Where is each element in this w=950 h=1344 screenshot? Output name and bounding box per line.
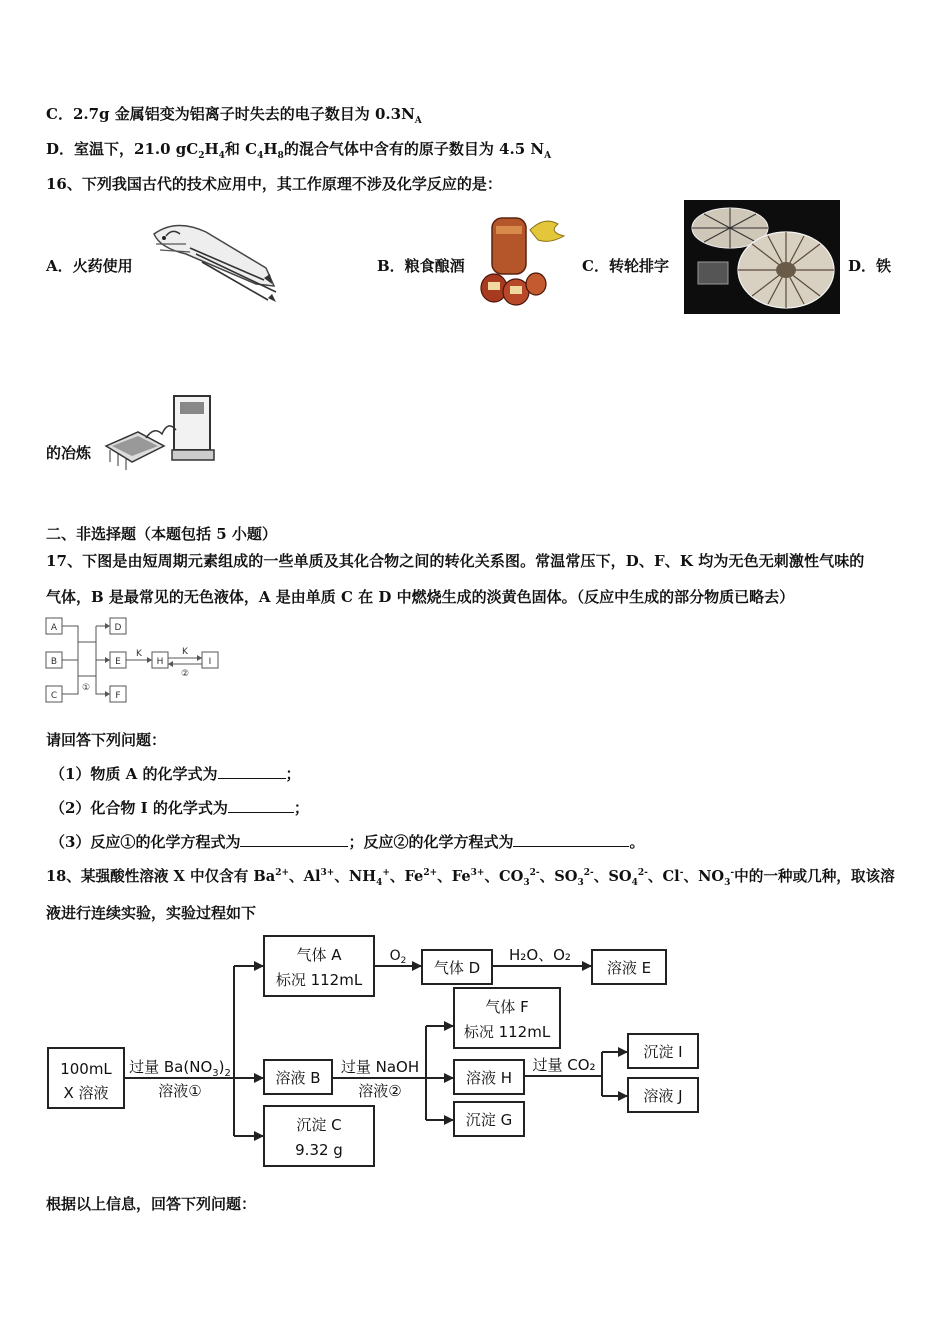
answer-blank-1[interactable] (218, 765, 286, 779)
label-d: D (114, 623, 122, 633)
h2o-o2-label: H₂O、O₂ (509, 946, 571, 964)
reagent-1-line-1: 过量 $Ba(NO_3)_2$ (129, 1058, 231, 1079)
label-h: H (156, 657, 164, 667)
text: H (263, 140, 278, 158)
punctuation: ； (285, 765, 301, 783)
question-text: ；反应②的化学方程式为 (348, 833, 514, 851)
text: 室温下，21.0 gC (74, 140, 199, 158)
q18-final-prompt: 根据以上信息，回答下列问题： (46, 1195, 257, 1213)
ion: $NH_4^+$ (348, 868, 390, 888)
answer-blank-2[interactable] (228, 799, 294, 813)
precipitate-g-label: 沉淀 G (465, 1111, 513, 1129)
q16-option-d-end: 的冶炼 (46, 444, 92, 462)
question-text: 18、某强酸性溶液 X 中仅含有 (46, 868, 254, 885)
ion: $NO_3^-$ (698, 868, 735, 888)
question-text: （3）反应①的化学方程式为 (50, 833, 241, 851)
q16-stem: 16、下列我国古代的技术应用中，其工作原理不涉及化学反应的是： (46, 175, 502, 193)
ion: $SO_3^{2-}$ (554, 868, 594, 888)
option-letter: D． (46, 140, 75, 158)
q18-stem-line-2: 液进行连续实验，实验过程如下 (46, 904, 257, 922)
q16-option-b: B．粮食酿酒 (377, 257, 465, 275)
iron-smelting-image (98, 390, 222, 472)
label-a: A (50, 623, 58, 633)
gas-a-line-1: 气体 A (296, 946, 342, 964)
precipitate-i-label: 沉淀 I (643, 1043, 683, 1061)
q16-option-d-start: D．铁 (848, 257, 892, 275)
subscript: 4 (218, 151, 225, 161)
reagent-1-line-2: 溶液① (158, 1082, 202, 1100)
ion: $Fe^{3+}$ (451, 868, 485, 885)
q17-sub-1 (50, 763, 301, 784)
q17-sub-2 (50, 797, 309, 818)
q17-stem-line-2: 气体，B 是最常见的无色液体，A 是由单质 C 在 D 中燃烧生成的淡黄色固体。（反应中生成的部分物质已略去） (46, 588, 795, 606)
solution-j-label: 溶液 J (643, 1087, 683, 1105)
label-i: I (208, 657, 212, 667)
q15-option-c (46, 103, 422, 126)
solution-b-label: 溶液 B (275, 1069, 321, 1087)
label-k2: K (182, 647, 188, 657)
q18-stem-line-1 (46, 865, 895, 888)
ion: $CO_3^{2-}$ (499, 868, 540, 888)
label-f: F (115, 691, 121, 701)
gunpowder-rocket-image (146, 214, 286, 306)
reagent-2-line-1: 过量 NaOH (340, 1058, 420, 1076)
label-reaction-2: ② (180, 669, 190, 679)
option-text: 2.7g 金属铝变为铝离子时失去的电子数目为 0.3N (72, 105, 415, 123)
label-k1: K (136, 649, 142, 659)
ion: $Fe^{2+}$ (404, 868, 438, 885)
subscript: A (544, 151, 552, 161)
subscript: A (414, 116, 422, 126)
q16-option-c: C．转轮排字 (582, 257, 669, 275)
ion: $Ba^{2+}$ (253, 868, 290, 885)
o2-label: $O_2$ (389, 948, 407, 966)
text: 和 C (224, 140, 258, 158)
section-2-heading: 二、非选择题（本题包括 5 小题） (46, 525, 277, 543)
text: H (204, 140, 219, 158)
rotary-type-wheel-image (684, 200, 840, 314)
punctuation: 。 (629, 833, 645, 851)
solution-e-label: 溶液 E (606, 959, 652, 977)
label-reaction-1: ① (81, 683, 91, 693)
gas-f-line-1: 气体 F (485, 998, 529, 1016)
reagent-3-label: 过量 CO₂ (532, 1056, 596, 1074)
q17-transformation-diagram (44, 614, 224, 706)
gas-a-line-2: 标况 112mL (275, 971, 363, 989)
answer-blank-3b[interactable] (513, 833, 629, 847)
q16-option-a: A．火药使用 (46, 257, 133, 275)
q17-sub-3 (50, 831, 644, 852)
precipitate-c-line-1: 沉淀 C (296, 1116, 342, 1134)
x-box-line-1: 100mL (60, 1060, 112, 1078)
question-text: （1）物质 A 的化学式为 (50, 765, 218, 783)
q18-flow-diagram (46, 930, 706, 1175)
subscript: 2 (198, 151, 205, 161)
q17-prompt: 请回答下列问题： (46, 731, 167, 749)
ion: $Al^{3+}$ (303, 868, 335, 885)
reagent-2-line-2: 溶液② (358, 1082, 402, 1100)
answer-blank-3a[interactable] (240, 833, 348, 847)
question-text: （2）化合物 I 的化学式为 (50, 799, 228, 817)
label-c: C (50, 691, 58, 701)
ion: $SO_4^{2-}$ (608, 868, 648, 888)
label-b: B (50, 657, 58, 667)
label-e: E (115, 657, 121, 667)
option-letter: C． (46, 105, 73, 123)
subscript: 4 (257, 151, 264, 161)
wine-jars-image (478, 212, 572, 308)
text: 的混合气体中含有的原子数目为 4.5 N (283, 140, 545, 158)
ion-list: $Ba^{2+}$、$Al^{3+}$、$NH_4^+$、$Fe^{2+}$、$Fe^{3+}$、$CO_3^{2-}$、$SO_3^{2-}$、$SO_4^{2-}$、Cl-、$NO_3^-$ (253, 868, 735, 888)
ion: Cl- (662, 868, 684, 885)
q17-stem-line-1: 17、下图是由短周期元素组成的一些单质及其化合物之间的转化关系图。常温常压下，D、F、K 均为无色无刺激性气味的 (46, 552, 865, 570)
subscript: 8 (277, 151, 284, 161)
x-box-line-2: X 溶液 (63, 1084, 109, 1102)
gas-d-label: 气体 D (433, 959, 481, 977)
question-text: 中的一种或几种，取该溶 (734, 868, 895, 885)
precipitate-c-line-2: 9.32 g (295, 1141, 343, 1159)
punctuation: ； (293, 799, 309, 817)
solution-h-label: 溶液 H (465, 1069, 513, 1087)
q15-option-d (46, 138, 551, 161)
gas-f-line-2: 标况 112mL (463, 1023, 551, 1041)
